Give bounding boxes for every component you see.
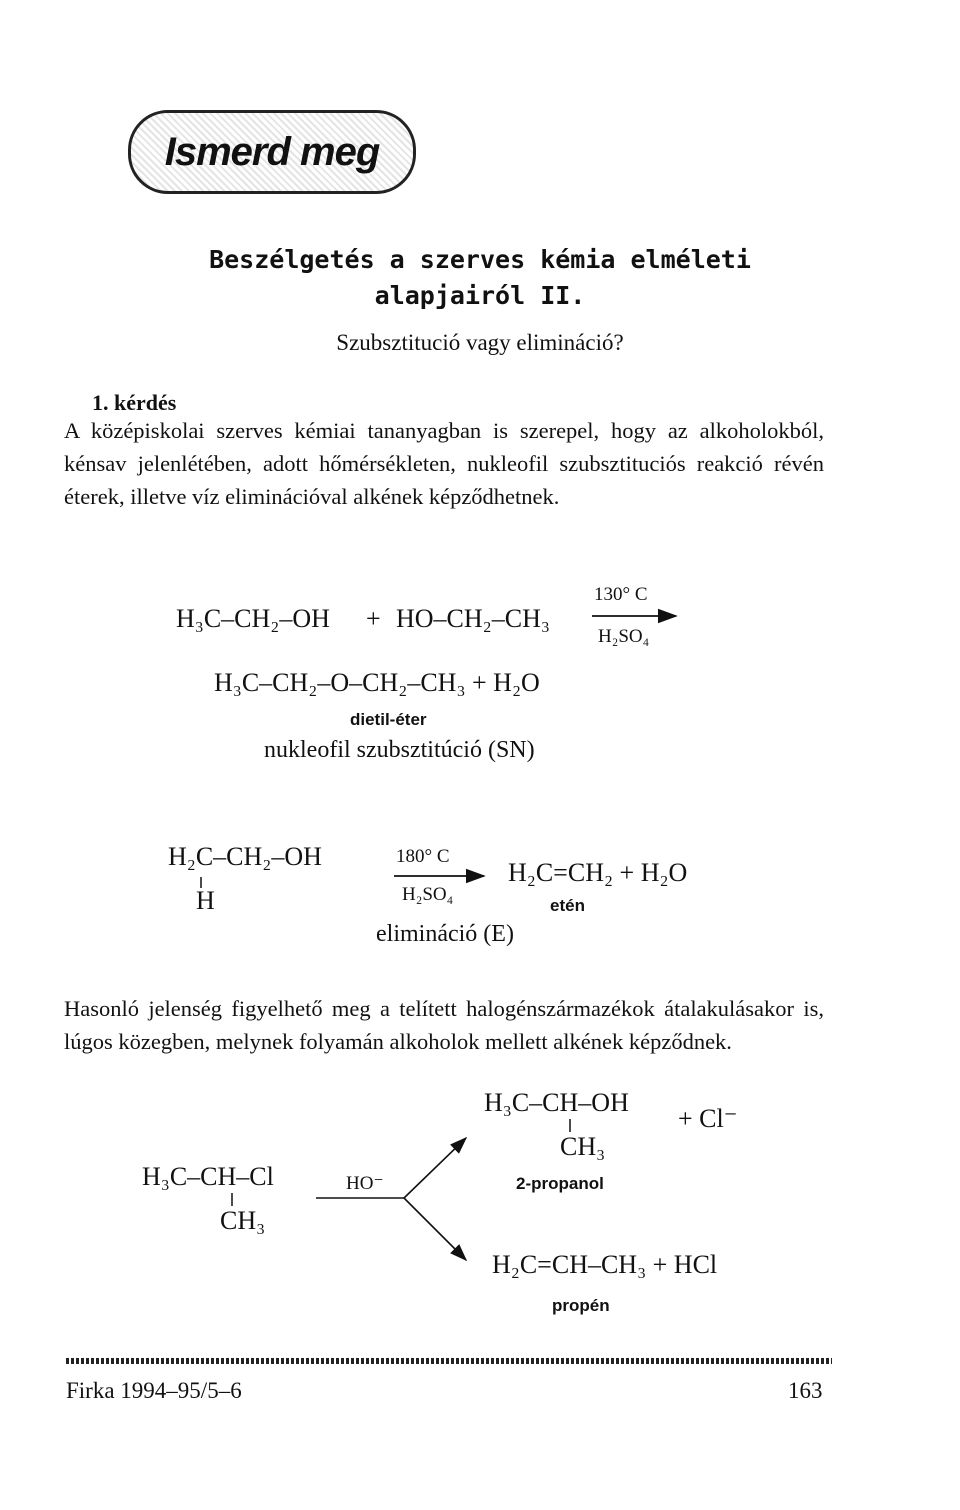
- reaction1-temperature: 130° C: [594, 584, 648, 605]
- reaction3-product2-name: propén: [552, 1296, 610, 1315]
- reaction3-arrow-down: [404, 1198, 466, 1260]
- reaction2-temperature: 180° C: [396, 846, 450, 867]
- reaction3-reagent: HO⁻: [346, 1173, 384, 1194]
- reaction3-reactant: H₃C–CH–Cl: [142, 1162, 274, 1191]
- reaction1-plus: +: [366, 604, 381, 633]
- footer-page-number: 163: [788, 1378, 823, 1403]
- article-title-line2: alapjairól II.: [374, 281, 586, 310]
- reaction1-reactant1: H₃C–CH₂–OH: [176, 604, 330, 633]
- article-subtitle: Szubsztitució vagy elimináció?: [336, 330, 624, 355]
- reaction3-arrow-up: [404, 1138, 466, 1198]
- reaction1-caption: nukleofil szubsztitúció (SN): [264, 737, 535, 763]
- reaction3-product1-name: 2-propanol: [516, 1174, 604, 1193]
- reaction3-product1: H₃C–CH–OH: [484, 1088, 629, 1117]
- reaction3-reactant-branch: CH₃: [220, 1206, 266, 1235]
- reaction2-caption: elimináció (E): [376, 921, 514, 947]
- reaction3-chloride: + Cl⁻: [678, 1104, 738, 1133]
- footer-divider: [66, 1358, 832, 1364]
- reaction2-reactant: H₂C–CH₂–OH: [168, 842, 322, 871]
- reaction1-product: H₃C–CH₂–O–CH₂–CH₃ + H₂O: [214, 668, 540, 697]
- paragraph-halogen: Hasonló jelenség figyelhető meg a telített halogénszármazékok átalakulásakor is, lúgos közegben, melynek folyamán alkoholok mellett alkének képződnek.: [64, 996, 824, 1054]
- question-text: A középiskolai szerves kémiai tananyagban is szerepel, hogy az alkoholokból, kénsav jelenlétében, adott hőmérsékleten, nukleofil szubsztituciós reakció révén éterek, illetve víz eliminációval alkének képződhetnek.: [64, 418, 824, 509]
- reaction3-product1-branch: CH₃: [560, 1132, 606, 1161]
- reaction2-product: H₂C=CH₂ + H₂O: [508, 858, 688, 887]
- reaction1-product-name: dietil-éter: [350, 710, 427, 729]
- reaction2-catalyst: H₂SO₄: [402, 884, 454, 905]
- section-badge-label: Ismerd meg: [164, 129, 380, 174]
- reaction2-product-name: etén: [550, 896, 585, 915]
- reaction1-reactant2: HO–CH₂–CH₃: [396, 604, 550, 633]
- reaction1-catalyst: H₂SO₄: [598, 626, 650, 647]
- reaction2-hydrogen: H: [196, 886, 215, 915]
- question-number: 1. kérdés: [92, 390, 177, 415]
- reaction3-product2: H₂C=CH–CH₃ + HCl: [492, 1250, 718, 1279]
- footer-journal: Firka 1994–95/5–6: [66, 1378, 242, 1403]
- article-title-line1: Beszélgetés a szerves kémia elméleti: [209, 245, 751, 274]
